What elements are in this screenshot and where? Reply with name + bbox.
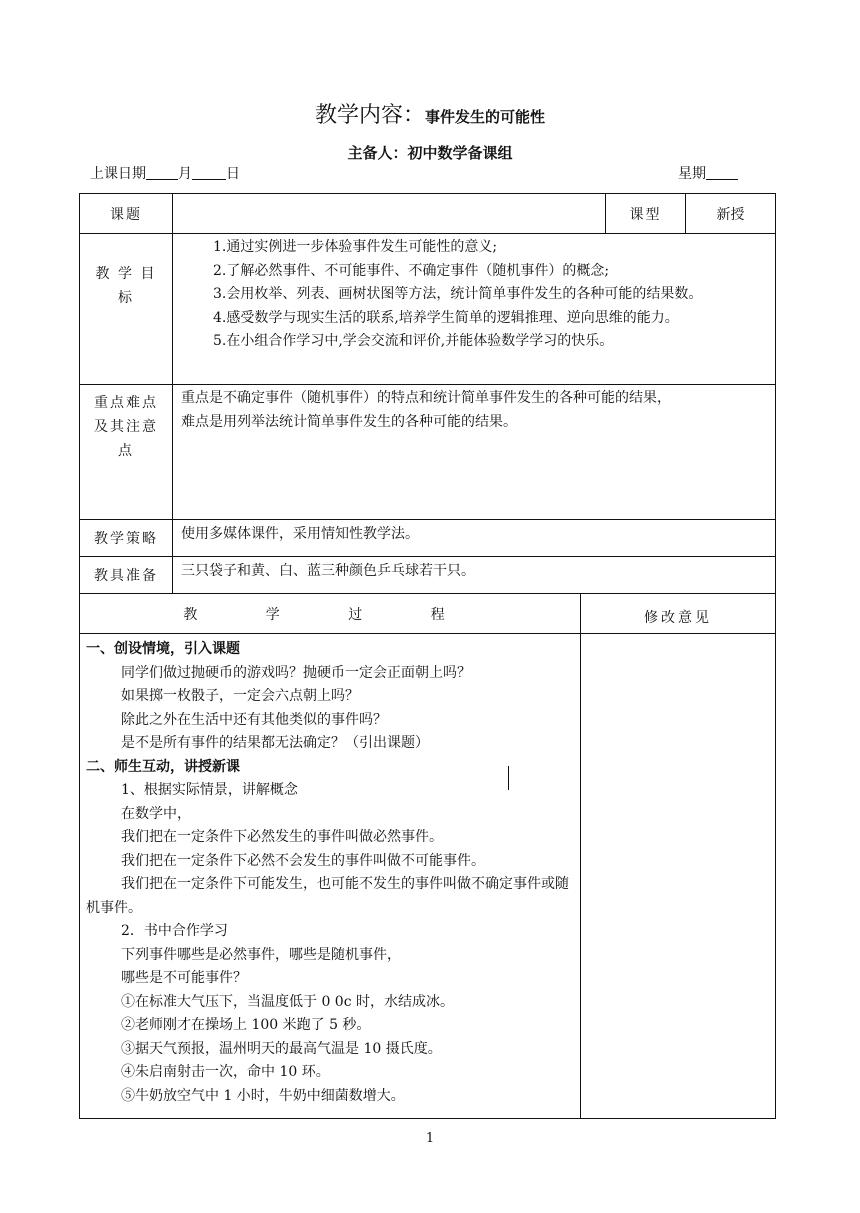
tools-label: 教具准备 — [80, 557, 173, 594]
process-line: 我们把在一定条件下可能发生，也可能不发生的事件叫做不确定事件或随机事件。 — [86, 876, 569, 916]
week-label: 星期 — [678, 166, 706, 182]
topic-value[interactable] — [173, 194, 606, 234]
process-line: 2．书中合作学习 — [121, 923, 228, 939]
process-line: ①在标准大气压下，当温度低于 0 0c 时，水结成冰。 — [121, 993, 455, 1010]
author-line: 主备人：初中数学备课组 — [347, 144, 513, 162]
process-line: 哪些是不可能事件？ — [121, 970, 247, 986]
date-label: 上课日期 — [90, 166, 146, 182]
type-label: 课型 — [606, 194, 686, 234]
week-line — [678, 163, 738, 183]
goals-label: 教 学 目 标 — [80, 234, 173, 385]
key-point-2: 难点是用列举法统计简单事件发生的各种可能的结果。 — [181, 413, 517, 430]
revise-cell[interactable] — [581, 634, 776, 1119]
goals-row — [80, 234, 776, 385]
strategy-cell — [173, 520, 776, 557]
page-title — [0, 98, 860, 129]
key-points-cell — [173, 385, 776, 520]
process-header: 教 学 过 程 — [80, 594, 581, 634]
process-line: 在数学中， — [121, 805, 191, 822]
strategy-row — [80, 520, 776, 557]
process-line: 除此之外在生活中还有其他类似的事件吗？ — [121, 711, 387, 728]
process-line: ②老师刚才在操场上 100 米跑了 5 秒。 — [121, 1017, 371, 1033]
process-row — [80, 634, 776, 1119]
day-label: 日 — [226, 166, 240, 182]
goal-4: 4.感受数学与现实生活的联系,培养学生简单的逻辑推理、逆向思维的能力。 — [213, 309, 679, 326]
lesson-title: 事件发生的可能性 — [425, 108, 546, 126]
section-heading: 二、师生互动，讲授新课 — [86, 758, 240, 775]
week-blank[interactable] — [706, 165, 738, 180]
day-blank[interactable] — [192, 165, 226, 180]
process-cell — [80, 634, 581, 1119]
process-line: ③据天气预报，温州明天的最高气温是 10 摄氏度。 — [121, 1040, 442, 1057]
title-prefix: 教学内容： — [314, 103, 425, 128]
process-line: 同学们做过抛硬币的游戏吗？抛硬币一定会正面朝上吗？ — [121, 664, 471, 681]
key-points-label: 重点难点及其注意点 — [80, 385, 173, 520]
goal-1: 1.通过实例进一步体验事件发生可能性的意义; — [213, 239, 498, 255]
key-point-1: 重点是不确定事件（随机事件）的特点和统计简单事件发生的各种可能的结果， — [181, 390, 671, 406]
revise-header: 修改意见 — [581, 594, 776, 634]
type-value[interactable]: 新授 — [686, 194, 776, 234]
date-line — [90, 163, 240, 183]
tools-value: 三只袋子和黄、白、蓝三种颜色乒乓球若干只。 — [181, 563, 475, 579]
process-line: 如果掷一枚骰子，一定会六点朝上吗？ — [121, 688, 359, 704]
goal-3: 3.会用枚举、列表、画树状图等方法，统计简单事件发生的各种可能的结果数。 — [213, 286, 703, 302]
process-line: 下列事件哪些是必然事件，哪些是随机事件， — [121, 946, 401, 963]
process-line: 1、根据实际情景，讲解概念 — [121, 782, 298, 798]
topic-label: 课题 — [80, 194, 173, 234]
topic-row — [80, 194, 776, 234]
goals-cell — [173, 234, 776, 385]
tools-cell — [173, 557, 776, 594]
month-blank[interactable] — [146, 165, 178, 180]
month-label: 月 — [178, 166, 192, 182]
process-line: ⑤牛奶放空气中 1 小时，牛奶中细菌数增大。 — [121, 1087, 405, 1104]
section-heading: 一、创设情境，引入课题 — [86, 641, 240, 657]
goal-5: 5.在小组合作学习中,学会交流和评价,并能体验数学学习的快乐。 — [213, 333, 614, 349]
process-line: 我们把在一定条件下必然发生的事件叫做必然事件。 — [121, 829, 443, 845]
page-number: 1 — [425, 1131, 435, 1146]
text-cursor — [508, 766, 509, 790]
process-line: 是不是所有事件的结果都无法确定？（引出课题） — [121, 735, 429, 751]
lesson-plan-table — [79, 193, 776, 1119]
process-line: 我们把在一定条件下必然不会发生的事件叫做不可能事件。 — [121, 852, 485, 869]
process-header-row — [80, 594, 776, 634]
process-line: ④朱启南射击一次，命中 10 环。 — [121, 1064, 330, 1080]
strategy-value: 使用多媒体课件，采用情知性教学法。 — [181, 526, 419, 542]
goal-2: 2.了解必然事件、不可能事件、不确定事件（随机事件）的概念; — [213, 262, 610, 279]
key-points-row — [80, 385, 776, 520]
tools-row — [80, 557, 776, 594]
strategy-label: 教学策略 — [80, 520, 173, 557]
